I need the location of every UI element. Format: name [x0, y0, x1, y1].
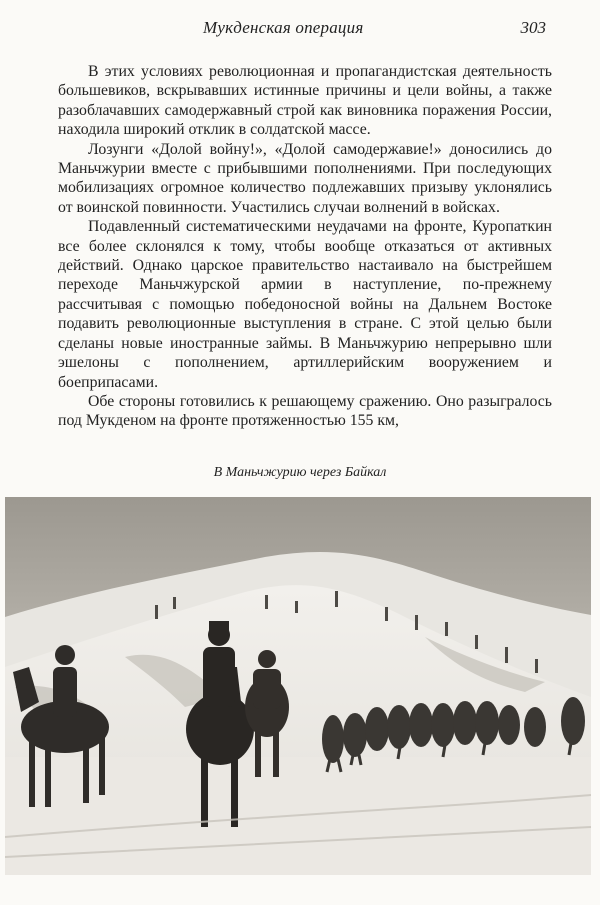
page-number: 303 [520, 18, 546, 37]
paragraph: В этих условиях революционная и пропагандистская деятельность большевиков, вскрывавших истинные причины и цели войны, а также разоблачавших самодержавный строй как виновника поражения России, находила широкий отклик в солдатской массе. [58, 63, 552, 139]
illustration-winter-march [5, 497, 591, 875]
body-text [58, 62, 552, 431]
figure-caption: В Маньчжурию через Байкал [213, 465, 387, 480]
paragraph: Подавленный систематическими неудачами на фронте, Куропаткин все более склонялся к тому, чтобы вообще отказаться от активных действий. Однако царское правительство настаивало на быстрейшем переходе Маньчжурской армии в наступление, по-прежнему рассчитывая с помощью победоносной войны на Дальнем Востоке подавить революционные выступления в стране. С этой целью были сделаны новые иностранные займы. В Маньчжурию непрерывно шли эшелоны с пополнением, артиллерийским вооружением и боеприпасами. [58, 218, 552, 391]
paragraph: Лозунги «Долой войну!», «Долой самодержавие!» доносились до Маньчжурии вместе с прибывшими пополнениями. При последующих мобилизациях огромное количество подлежавших призыву уклонялись от воинской повинности. Участились случаи волнений в войсках. [58, 140, 552, 216]
running-title: Мукденская операция [203, 18, 364, 37]
page-header [58, 18, 546, 42]
paragraph: Обе стороны готовились к решающему сражению. Оно разыгралось под Мукденом на фронте протяженностью 155 км, [58, 392, 552, 430]
